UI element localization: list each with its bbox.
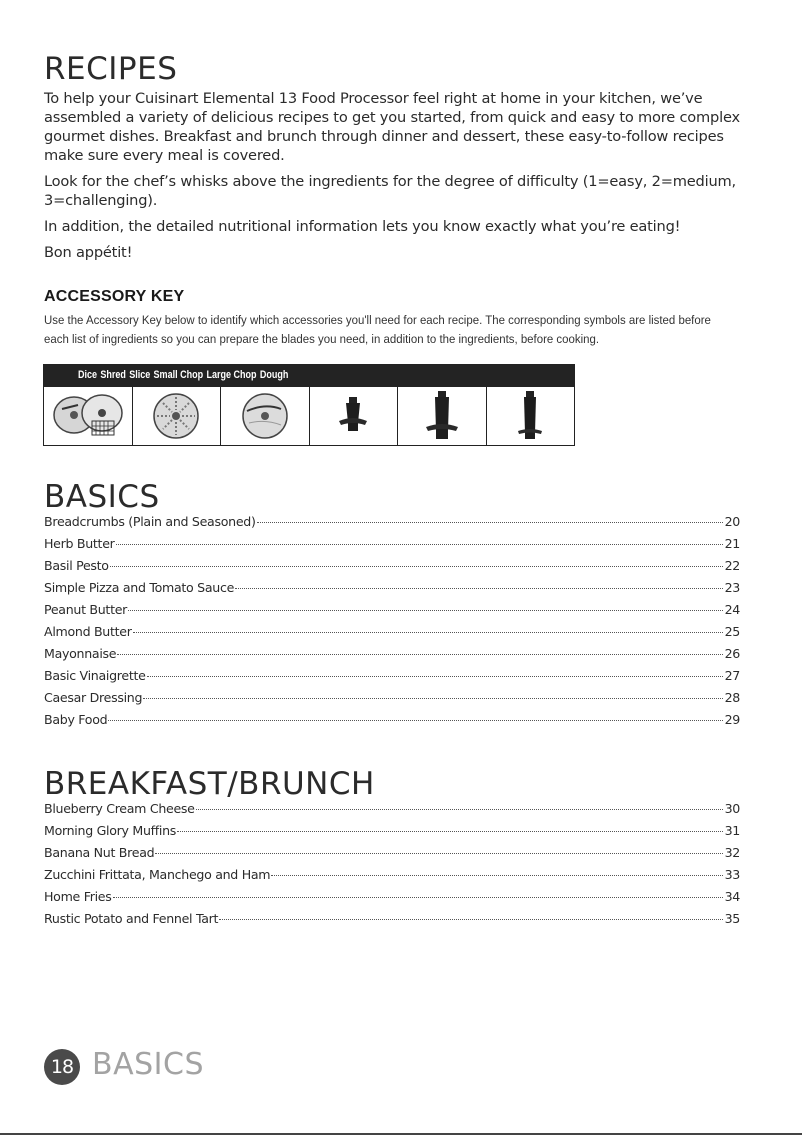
toc-entry-title: Banana Nut Bread [44, 845, 155, 860]
toc-entry-title: Basil Pesto [44, 558, 109, 573]
large-chop-blade-icon [422, 389, 462, 443]
toc-entry-page: 21 [724, 536, 740, 551]
slice-disc-icon [235, 391, 295, 441]
accessory-label: Dough [259, 369, 289, 381]
intro-paragraph: Look for the chef’s whisks above the ingredients for the degree of difficulty (1=easy, 2=medium, 3=challenging). [44, 173, 736, 209]
toc-entry-title: Baby Food [44, 712, 108, 727]
accessory-cell-slice [221, 387, 310, 445]
toc-leader-dots [235, 588, 723, 589]
toc-leader-dots [110, 566, 723, 567]
toc-entry-title: Basic Vinaigrette [44, 668, 146, 683]
accessory-key-heading: ACCESSORY KEY [44, 288, 185, 305]
toc-leader-dots [128, 610, 723, 611]
intro-paragraph: To help your Cuisinart Elemental 13 Food Processor feel right at home in your kitchen, we’ve assembled a variety of delicious recipes to get you started, from quick and easy to more complex gourmet dishes. Breakfast and brunch through dinner and dessert, these easy-to-follow recipes make sure every meal is covered. [44, 90, 740, 164]
toc-leader-dots [108, 720, 722, 721]
page-number-badge: 18 [44, 1049, 80, 1085]
accessory-label: Shred [100, 369, 126, 381]
toc-leader-dots [147, 676, 723, 677]
breakfast-heading: BREAKFAST/BRUNCH [44, 766, 375, 802]
toc-entry [44, 889, 740, 911]
toc-entry [44, 580, 740, 602]
dough-blade-icon [510, 389, 550, 443]
toc-entry-title: Peanut Butter [44, 602, 128, 617]
toc-entry-title: Zucchini Frittata, Manchego and Ham [44, 867, 271, 882]
accessory-label: Dice [78, 369, 98, 381]
bottom-rule [0, 1133, 802, 1135]
small-chop-blade-icon [333, 391, 373, 441]
toc-entry-title: Blueberry Cream Cheese [44, 801, 195, 816]
intro-paragraph: In addition, the detailed nutritional information lets you know exactly what you’re eating! [44, 218, 681, 235]
recipes-heading: RECIPES [44, 51, 178, 87]
toc-entry-title: Simple Pizza and Tomato Sauce [44, 580, 235, 595]
toc-entry-page: 27 [724, 668, 740, 683]
toc-entry [44, 712, 740, 734]
toc-leader-dots [271, 875, 722, 876]
toc-entry-title: Almond Butter [44, 624, 132, 639]
accessory-cell-small-chop [310, 387, 399, 445]
toc-entry-title: Breadcrumbs (Plain and Seasoned) [44, 514, 256, 529]
toc-leader-dots [143, 698, 722, 699]
toc-leader-dots [117, 654, 722, 655]
accessory-key-table [43, 364, 575, 446]
toc-leader-dots [219, 919, 722, 920]
footer-section-title: BASICS [92, 1047, 204, 1082]
toc-leader-dots [155, 853, 722, 854]
toc-entry [44, 845, 740, 867]
toc-entry-page: 31 [724, 823, 740, 838]
toc-entry-page: 23 [724, 580, 740, 595]
toc-entry-page: 24 [724, 602, 740, 617]
toc-entry-page: 28 [724, 690, 740, 705]
toc-entry-page: 22 [724, 558, 740, 573]
toc-entry-page: 20 [724, 514, 740, 529]
toc-entry [44, 536, 740, 558]
toc-entry [44, 911, 740, 933]
toc-entry-title: Caesar Dressing [44, 690, 143, 705]
toc-leader-dots [116, 544, 723, 545]
toc-entry-title: Rustic Potato and Fennel Tart [44, 911, 219, 926]
toc-entry [44, 514, 740, 536]
basics-heading: BASICS [44, 479, 160, 515]
toc-leader-dots [257, 522, 723, 523]
accessory-cell-large-chop [398, 387, 487, 445]
toc-entry [44, 602, 740, 624]
toc-leader-dots [196, 809, 723, 810]
accessory-key-description: Use the Accessory Key below to identify which accessories you'll need for each recipe. The corresponding symbols are listed before each list of ingredients so you can prepare the blades you need, in addition to the ingredients, before cooking. [44, 313, 711, 346]
toc-entry-page: 30 [724, 801, 740, 816]
toc-entry [44, 558, 740, 580]
toc-entry-title: Herb Butter [44, 536, 115, 551]
toc-entry-page: 25 [724, 624, 740, 639]
toc-entry [44, 690, 740, 712]
toc-entry-page: 33 [724, 867, 740, 882]
dice-disc-icon [48, 391, 128, 441]
basics-toc [44, 514, 740, 734]
toc-entry-title: Mayonnaise [44, 646, 117, 661]
intro-paragraph: Bon appétit! [44, 244, 133, 261]
toc-entry-title: Morning Glory Muffins [44, 823, 177, 838]
accessory-cell-dough [487, 387, 575, 445]
accessory-cell-dice [44, 387, 133, 445]
accessory-label: Large Chop [206, 369, 257, 381]
accessory-key-header [44, 365, 574, 387]
toc-entry [44, 668, 740, 690]
toc-leader-dots [177, 831, 723, 832]
toc-entry [44, 624, 740, 646]
toc-leader-dots [113, 897, 723, 898]
toc-entry-page: 35 [724, 911, 740, 926]
toc-entry [44, 867, 740, 889]
toc-entry-page: 29 [724, 712, 740, 727]
toc-entry-page: 32 [724, 845, 740, 860]
toc-entry [44, 646, 740, 668]
shred-disc-icon [146, 391, 206, 441]
toc-entry-page: 26 [724, 646, 740, 661]
toc-entry-page: 34 [724, 889, 740, 904]
accessory-label: Slice [129, 369, 151, 381]
accessory-label: Small Chop [153, 369, 204, 381]
recipes-intro [44, 89, 764, 269]
breakfast-toc [44, 801, 740, 933]
toc-entry-title: Home Fries [44, 889, 112, 904]
toc-leader-dots [133, 632, 723, 633]
toc-entry [44, 801, 740, 823]
accessory-cell-shred [133, 387, 222, 445]
toc-entry [44, 823, 740, 845]
